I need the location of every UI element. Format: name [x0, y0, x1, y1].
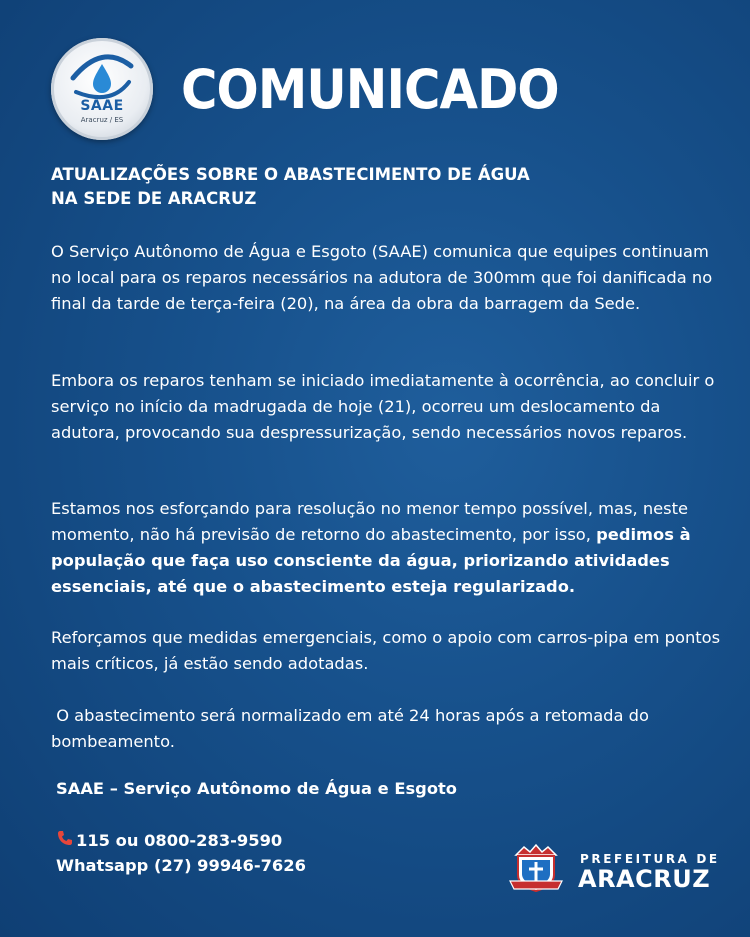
signature: SAAE – Serviço Autônomo de Água e Esgoto — [56, 779, 457, 798]
logo-name: SAAE — [80, 98, 124, 114]
water-drop-icon — [51, 38, 153, 140]
paragraph-4: Reforçamos que medidas emergenciais, como o apoio com carros-pipa em pontos mais críticos, já estão sendo adotadas. — [51, 628, 721, 673]
paragraph-5 — [51, 703, 721, 755]
subtitle-line-2: NA SEDE DE ARACRUZ — [51, 189, 257, 208]
headline: COMUNICADO — [181, 58, 559, 121]
phone-icon — [56, 830, 74, 850]
phone-number: 115 ou 0800-283-9590 — [76, 831, 283, 850]
paragraph-5-text: O abastecimento será normalizado em até 24 horas após a retomada do bombeamento. — [51, 706, 649, 751]
whatsapp-contact: Whatsapp (27) 99946-7626 — [56, 856, 306, 875]
subtitle — [51, 163, 691, 211]
phone-contact — [56, 830, 456, 850]
paragraph-1: O Serviço Autônomo de Água e Esgoto (SAAE) comunica que equipes continuam no local para os reparos necessários na adutora de 300mm que foi danificada no final da tarde de terça-feira (20), na área da obra da barragem da Sede. — [51, 242, 713, 313]
prefeitura-crest-icon — [508, 843, 564, 895]
paragraph-3-text: Estamos nos esforçando para resolução no menor tempo possível, mas, neste momento, não há previsão de retorno do abastecimento, por isso, — [51, 499, 689, 544]
subtitle-line-1: ATUALIZAÇÕES SOBRE O ABASTECIMENTO DE ÁGUA — [51, 165, 530, 184]
paragraph-3-emphasis: pedimos à população que faça uso consciente da água, priorizando atividades essenciais, até que o abastecimento esteja regularizado. — [51, 525, 691, 596]
prefeitura-label: PREFEITURA DE — [580, 852, 720, 866]
logo-subtext: Aracruz / ES — [80, 116, 124, 124]
saae-logo — [51, 38, 153, 140]
paragraph-3 — [51, 496, 721, 600]
paragraph-2: Embora os reparos tenham se iniciado imediatamente à ocorrência, ao concluir o serviço no início da madrugada de hoje (21), ocorreu um deslocamento da adutora, provocando sua despressurização, sendo necessários novos reparos. — [51, 371, 715, 442]
prefeitura-city: ARACRUZ — [578, 865, 711, 893]
